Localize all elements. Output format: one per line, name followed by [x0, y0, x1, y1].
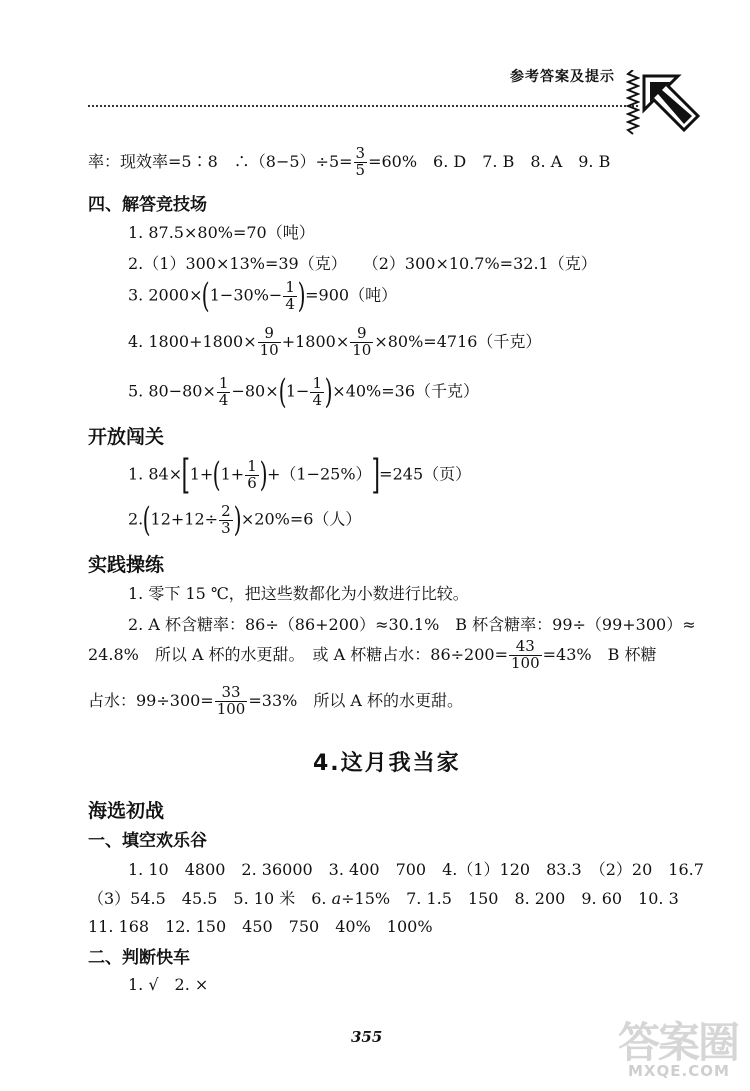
fraction: $\frac{2}{3}$ — [221, 501, 231, 537]
answer-line-j1: 1. √ 2. × — [128, 975, 209, 994]
answer-line-p2b: 24.8% 所以 A 杯的水更甜。 或 A 杯糖占水：86÷200= $\frac{43}{100}$ =43% B 杯糖 — [88, 637, 657, 672]
answer-line-o2: 2.(12+12÷ $\frac{2}{3}$ )×20%=6（人） — [128, 500, 362, 540]
fraction: $\frac{1}{4}$ — [285, 277, 295, 313]
watermark-url: MXQE.COM — [628, 1062, 730, 1080]
answer-line-f2: （3）54.5 45.5 5. 10 米 6. a÷15% 7. 1.5 150 8. 200 9. 60 10. 3 — [88, 889, 679, 908]
answer-line-p2c: 占水：99÷300= $\frac{33}{100}$ =33% 所以 A 杯的水更甜。 — [88, 683, 464, 718]
fraction: $\frac{43}{100}$ — [511, 637, 540, 672]
answer-line-p1: 1. 零下 15 ℃，把这些数都化为小数进行比较。 — [128, 584, 469, 603]
fraction: $\frac{3}{5}$ — [355, 144, 366, 179]
answer-line-q4: 4. 1800+1800× $\frac{9}{10}$ +1800× $\frac{9}{10}$ ×80%=4716（千克） — [128, 324, 542, 359]
section-heading-practice: 实践操练 — [88, 554, 165, 576]
answer-line-o1: 1. 84×[1+(1+ $\frac{1}{6}$ )+（1−25%）]=245（页） — [128, 452, 472, 498]
answer-line-q2: 2.（1）300×13%=39（克） （2）300×10.7%=32.1（克） — [128, 254, 597, 273]
answer-line-q5: 5. 80−80× $\frac{1}{4}$ −80×(1− $\frac{1}{4}$ )×40%=36（千克） — [128, 372, 480, 412]
header-dotted-rule — [88, 105, 638, 107]
arrow-icon — [640, 72, 702, 134]
section-heading-answer-arena: 四、解答竞技场 — [88, 195, 207, 215]
fraction: $\frac{9}{10}$ — [259, 324, 279, 359]
section-heading-fill-blank: 一、填空欢乐谷 — [88, 831, 207, 851]
fraction: $\frac{9}{10}$ — [352, 324, 372, 359]
fraction: $\frac{33}{100}$ — [216, 683, 246, 718]
chapter-title: 4.这月我当家 — [313, 751, 461, 776]
header-title: 参考答案及提示 — [510, 69, 615, 85]
fraction: $\frac{1}{4}$ — [312, 373, 323, 409]
section-heading-open: 开放闯关 — [88, 426, 165, 448]
watermark-logo: 答案圈 — [618, 1018, 739, 1067]
zigzag-decoration-icon — [626, 70, 640, 136]
answer-line-ratio: 率：现效率=5∶8 ∴（8−5）÷5= $\frac{3}{5}$ =60% 6. D 7. B 8. A 9. B — [88, 144, 611, 179]
answer-line-f1: 1. 10 4800 2. 36000 3. 400 700 4.（1）120 83.3 （2）20 16.7 — [128, 860, 704, 879]
answer-line-p2a: 2. A 杯含糖率：86÷（86+200）≈30.1% B 杯含糖率：99÷（99+300）≈ — [128, 615, 696, 634]
page-number: 355 — [351, 1028, 383, 1046]
answer-line-q1: 1. 87.5×80%=70（吨） — [128, 223, 315, 242]
section-heading-sea-selection: 海选初战 — [88, 800, 165, 822]
fraction: $\frac{1}{6}$ — [247, 456, 257, 492]
fraction: $\frac{1}{4}$ — [218, 373, 229, 409]
answer-line-f3: 11. 168 12. 150 450 750 40% 100% — [88, 917, 433, 936]
section-heading-judgement: 二、判断快车 — [88, 948, 190, 968]
answer-line-q3: 3. 2000×(1−30%− $\frac{1}{4}$ )=900（吨） — [128, 276, 398, 316]
